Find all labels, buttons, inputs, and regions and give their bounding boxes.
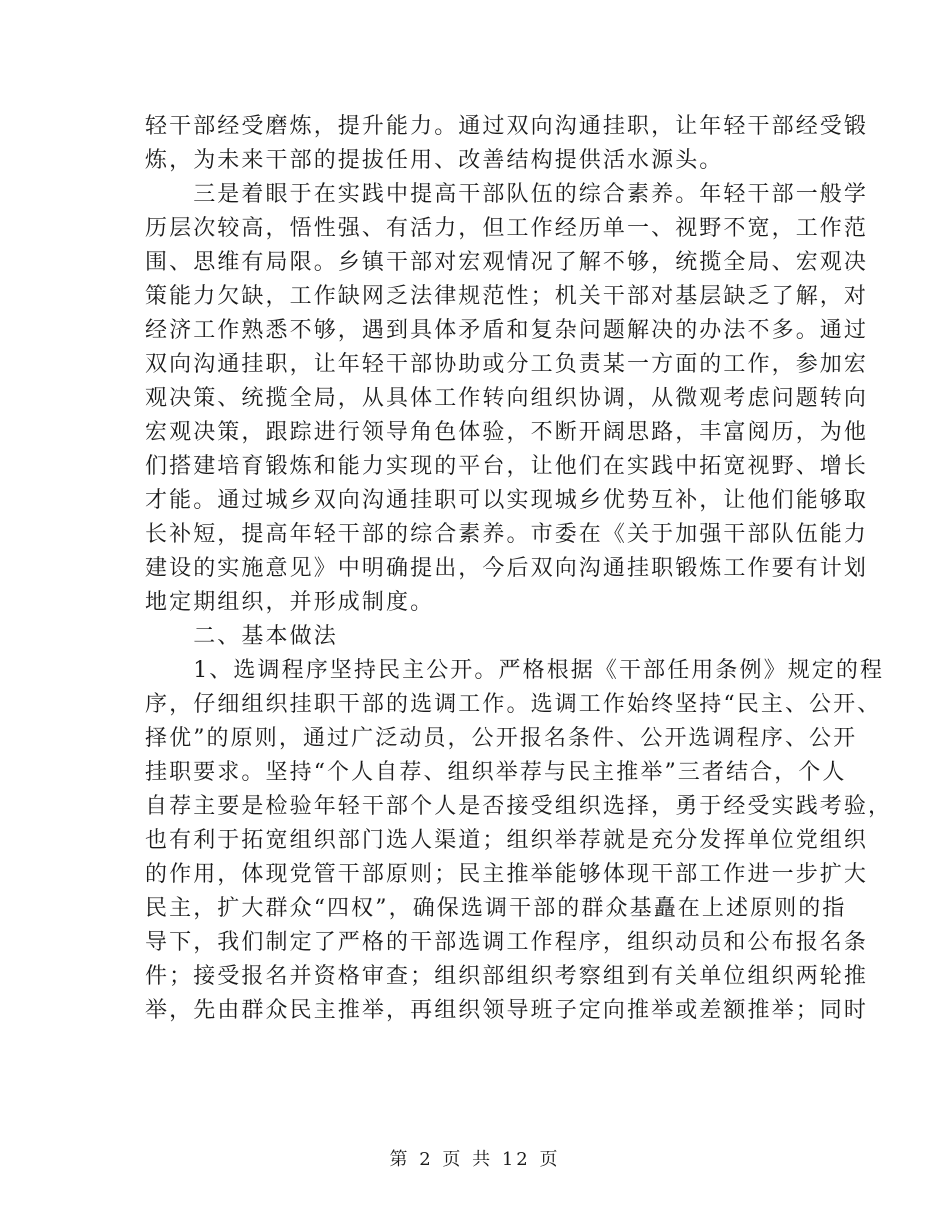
body-text-line: 1、选调程序坚持民主公开。严格根据《干部任用条例》规定的程: [145, 658, 885, 683]
body-text-line: 建设的实施意见》中明确提出，今后双向沟通挂职锻炼工作要有计划: [145, 556, 869, 581]
body-text-line: 也有利于拓宽组织部门选人渠道；组织举荐就是充分发挥单位党组织: [145, 828, 869, 853]
body-text-line: 策能力欠缺，工作缺网乏法律规范性；机关干部对基层缺乏了解，对: [145, 284, 869, 309]
body-text-line: 件；接受报名并资格审查；组织部组织考察组到有关单位组织两轮推: [145, 964, 869, 989]
body-text-line: 观决策、统揽全局，从具体工作转向组织协调，从微观考虑问题转向: [145, 386, 869, 411]
body-text-line: 三是着眼于在实践中提高干部队伍的综合素养。年轻干部一般学: [145, 182, 869, 207]
body-text-line: 围、思维有局限。乡镇干部对宏观情况了解不够，统揽全局、宏观决: [145, 250, 869, 275]
section-heading: 二、基本做法: [145, 624, 338, 649]
body-text-line: 的作用，体现党管干部原则；民主推举能够体现干部工作进一步扩大: [145, 862, 869, 887]
body-text-line: 宏观决策，跟踪进行领导角色体验，不断开阔思路，丰富阅历，为他: [145, 420, 869, 445]
body-text-line: 长补短，提高年轻干部的综合素养。市委在《关于加强干部队伍能力: [145, 522, 869, 547]
body-text-line: 举，先由群众民主推举，再组织领导班子定向推举或差额推举；同时: [145, 998, 869, 1023]
body-text-line: 双向沟通挂职，让年轻干部协助或分工负责某一方面的工作，参加宏: [145, 352, 869, 377]
body-text-line: 才能。通过城乡双向沟通挂职可以实现城乡优势互补，让他们能够取: [145, 488, 869, 513]
body-text-line: 们搭建培育锻炼和能力实现的平台，让他们在实践中拓宽视野、增长: [145, 454, 869, 479]
body-text-line: 炼，为未来干部的提拔任用、改善结构提供活水源头。: [145, 148, 724, 173]
body-text-line: 民主，扩大群众“四权”，确保选调干部的群众基矗在上述原则的指: [145, 896, 847, 921]
body-text-line: 挂职要求。坚持“个人自荐、组织举荐与民主推举”三者结合，个人: [145, 760, 847, 785]
body-text-line: 择优”的原则，通过广泛动员，公开报名条件、公开选调程序、公开: [145, 726, 858, 751]
body-text-line: 地定期组织，并形成制度。: [145, 590, 435, 615]
page-number-footer: 第 2 页 共 12 页: [389, 1149, 561, 1170]
body-text-line: 历层次较高，悟性强、有活力，但工作经历单一、视野不宽，工作范: [145, 216, 869, 241]
body-text-line: 经济工作熟悉不够，遇到具体矛盾和复杂问题解决的办法不多。通过: [145, 318, 869, 343]
body-text-line: 自荐主要是检验年轻干部个人是否接受组织选择，勇于经受实践考验，: [145, 794, 893, 819]
body-text-line: 导下，我们制定了严格的干部选调工作程序，组织动员和公布报名条: [145, 930, 869, 955]
body-text-line: 轻干部经受磨炼，提升能力。通过双向沟通挂职，让年轻干部经受锻: [145, 114, 869, 139]
body-text-line: 序，仔细组织挂职干部的选调工作。选调工作始终坚持“民主、公开、: [145, 692, 882, 717]
